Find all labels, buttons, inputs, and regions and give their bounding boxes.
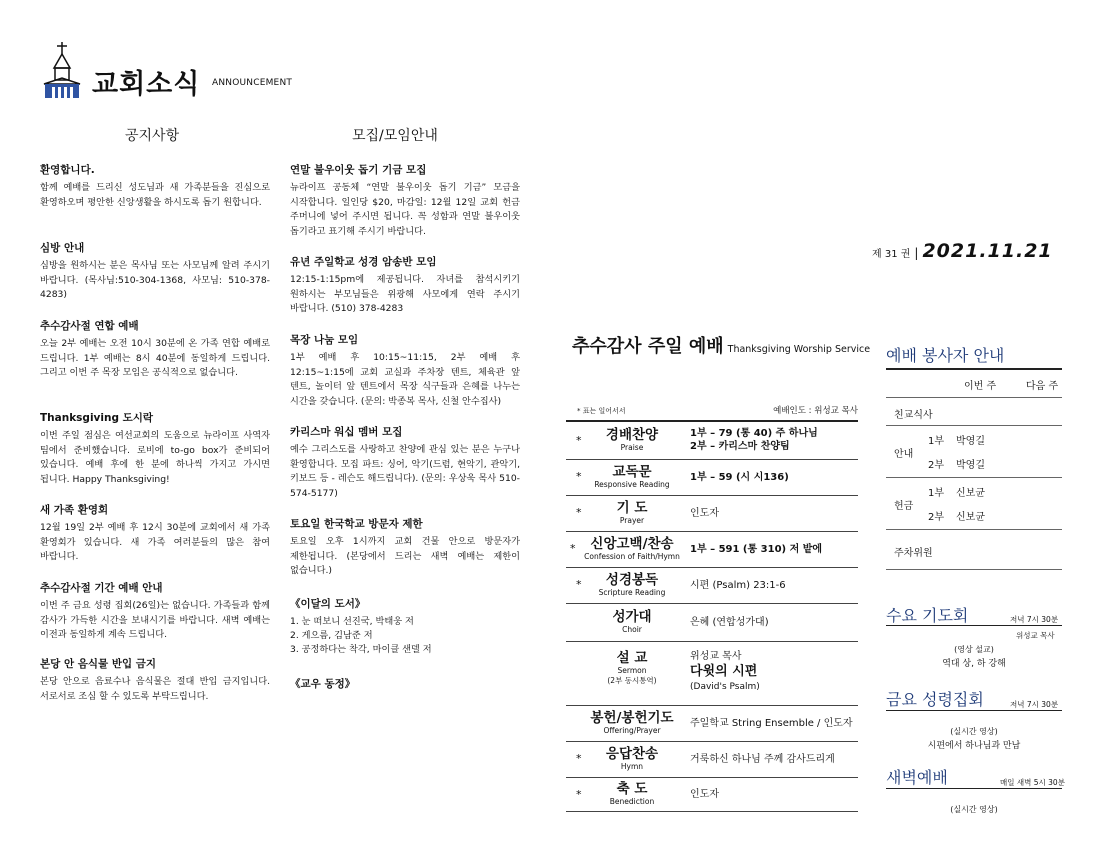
notice-block — [40, 580, 270, 643]
divider — [886, 625, 1062, 626]
wednesday-prayer-leader: 위성교 목사 — [1016, 631, 1055, 640]
notice-body: 이번 주 금요 성령 집회(26일)는 없습니다. 가족들과 함께 감사가 가득한 시간을 보내시기를 바랍니다. 새벽 예배는 이전과 동일하게 계속 드립니다. — [40, 600, 270, 640]
issue-date: 2021.11.21 — [922, 240, 1053, 262]
notice-title: 추수감사절 기간 예배 안내 — [40, 582, 163, 594]
notice-title: 새 가족 환영회 — [40, 504, 109, 516]
order-content-line: 주일학교 String Ensemble / 인도자 — [690, 718, 853, 729]
notice-block — [40, 656, 270, 704]
standing-note: * 표는 일어서서 — [577, 407, 626, 415]
notice-body: 1부 예배 후 10:15~11:15, 2부 예배 후 12:15~1:15에 교회 교실과 주차장 텐트, 체육관 앞 텐트, 놀이터 앞 텐트에서 목장 식구들과 은혜를 나누는 시간을 갖습니다. (문의: 박종복 목사, 신철 안수집사) — [290, 352, 520, 407]
volunteer-row — [886, 426, 1062, 478]
page-subtitle: ANNOUNCEMENT — [212, 78, 293, 88]
volunteer-category: 친교식사 — [894, 410, 933, 421]
notice-title: 심방 안내 — [40, 242, 85, 254]
order-content — [690, 579, 786, 592]
order-name-ko: 기 도 — [616, 500, 648, 516]
order-row — [566, 532, 858, 568]
volunteer-service: 2부 — [928, 512, 945, 523]
order-name — [578, 710, 686, 736]
divider — [886, 710, 1062, 711]
volunteer-name: 신보균 — [956, 512, 985, 523]
order-name — [578, 609, 686, 635]
order-content — [690, 788, 719, 801]
volunteer-row — [886, 398, 1062, 426]
order-row — [566, 778, 858, 812]
order-content-line: 인도자 — [690, 789, 719, 800]
divider — [886, 788, 1062, 789]
book-list-block — [290, 596, 520, 657]
notice-block — [290, 254, 520, 317]
wednesday-prayer-text: 역대 상, 하 강해 — [942, 659, 1006, 669]
order-name — [578, 572, 686, 598]
order-name-sub: (2부 동시통역) — [607, 676, 657, 685]
notice-block — [40, 162, 270, 210]
order-name-ko: 신앙고백/찬송 — [590, 536, 674, 552]
standing-mark: * — [576, 470, 582, 483]
volunteers-table — [886, 368, 1062, 570]
order-content — [690, 543, 822, 556]
order-content-line: 위성교 목사 — [690, 651, 742, 662]
notice-title: Thanksgiving 도시락 — [40, 412, 154, 424]
book-item: 3. 공정하다는 착각, 마이클 샌델 저 — [290, 644, 432, 655]
order-name — [578, 500, 686, 526]
notice-block — [40, 410, 270, 487]
standing-mark: * — [576, 506, 582, 519]
dawn-service-time: 매일 새벽 5시 30분 — [1000, 778, 1065, 787]
standing-mark: * — [576, 578, 582, 591]
notice-body: 이번 주일 점심은 여선교회의 도움으로 뉴라이프 사역자 팀에서 준비했습니다. 로비에 to-go box가 준비되어 있습니다. 예배 후에 한 분에 하나씩 가지고 가시면 됩니다. Happy Thanksgiving! — [40, 430, 270, 485]
worship-order-table — [566, 420, 858, 812]
volunteer-row — [886, 478, 1062, 530]
order-content-line: 1부 – 591 (통 310) 저 밭에 — [690, 544, 823, 555]
order-content — [690, 471, 789, 484]
notice-block — [40, 318, 270, 381]
book-list — [290, 615, 520, 657]
wednesday-prayer-note: (영상 설교) — [954, 645, 994, 654]
order-row — [566, 496, 858, 532]
issue-volume: 제 31 권 — [872, 249, 911, 260]
order-row — [566, 422, 858, 460]
notice-title: 연말 불우이웃 돕기 기금 모집 — [290, 164, 427, 176]
notice-body: 12:15-1:15pm에 제공됩니다. 자녀를 참석시키기 원하시는 부모님들은 위광해 사모에게 연락 주시기 바랍니다. (510) 378-4283 — [290, 274, 520, 314]
order-name — [578, 650, 686, 686]
order-content-line: 1부 – 79 (통 40) 주 하나님 — [690, 428, 818, 439]
sermon-title-en: (David's Psalm) — [690, 682, 760, 692]
volunteer-row — [886, 530, 1062, 570]
order-name-en: Praise — [620, 443, 644, 452]
order-row — [566, 460, 858, 496]
order-name-en: Sermon — [617, 666, 647, 675]
notice-title: 추수감사절 연합 예배 — [40, 320, 139, 332]
sermon-title: 다윗의 시편 — [690, 664, 758, 679]
worship-title — [572, 332, 870, 358]
order-name-ko: 성가대 — [612, 609, 652, 625]
volunteer-category: 헌금 — [894, 501, 914, 512]
order-content-line: 1부 – 59 (시 시136) — [690, 472, 789, 483]
volunteer-service: 1부 — [928, 488, 945, 499]
volunteers-title: 예배 봉사자 안내 — [886, 346, 1005, 365]
friday-meeting-time: 저녁 7시 30분 — [1010, 700, 1059, 709]
book-item: 2. 게으름, 김남준 저 — [290, 630, 373, 641]
education-title: 《교우 동정》 — [290, 678, 356, 690]
order-name-ko: 성경봉독 — [605, 572, 659, 588]
notice-title: 토요일 한국학교 방문자 제한 — [290, 518, 423, 530]
next-week-header: 다음 주 — [1026, 381, 1059, 392]
book-list-title: 《이달의 도서》 — [290, 598, 366, 610]
order-content-line: 인도자 — [690, 508, 719, 519]
order-name-ko: 설 교 — [616, 650, 648, 666]
order-name-en: Responsive Reading — [594, 480, 670, 489]
volunteer-name: 박영길 — [956, 460, 985, 471]
order-name-en: Benediction — [609, 797, 655, 806]
order-content-line: 은혜 (연합성가대) — [690, 617, 769, 628]
notice-title: 카리스마 워십 멤버 모집 — [290, 426, 403, 438]
standing-mark: * — [576, 788, 582, 801]
order-content — [690, 427, 818, 453]
notice-body: 심방을 원하시는 분은 목사님 또는 사모님께 알려 주시기 바랍니다. (목사님:510-304-1368, 사모님: 510-378-4283) — [40, 260, 270, 300]
order-row — [566, 742, 858, 778]
volunteers-header-row — [886, 370, 1062, 398]
notice-body: 12월 19일 2부 예배 후 12시 30분에 교회에서 새 가족 환영회가 있습니다. 새 가족 여러분들의 많은 참여 바랍니다. — [40, 522, 270, 562]
wednesday-prayer-title: 수요 기도회 — [886, 606, 969, 625]
order-content — [690, 616, 769, 629]
order-name-ko: 교독문 — [612, 464, 652, 480]
volunteer-category: 주차위원 — [894, 548, 933, 559]
notice-body: 예수 그리스도를 사랑하고 찬양에 관심 있는 분은 누구나 환영합니다. 모집 파트: 싱어, 악기(드럼, 현악기, 관악기, 키보드 등 - 레슨도 해드립니다). (문의: 우상욱 목사 510-574-5177) — [290, 444, 520, 499]
volunteer-category: 안내 — [894, 449, 914, 460]
order-row — [566, 568, 858, 604]
notices-heading: 공지사항 — [125, 128, 180, 144]
notice-body: 오늘 2부 예배는 오전 10시 30분에 온 가족 연합 예배로 드립니다. 1부 예배는 8시 40분에 동일하게 드립니다. 그리고 이번 주 목장 모임은 공식적으로 없습니다. — [40, 338, 270, 378]
order-name-ko: 축 도 — [616, 781, 648, 797]
order-row — [566, 642, 858, 706]
order-name-ko: 경배찬양 — [605, 427, 659, 443]
book-item: 1. 눈 떠보니 선진국, 박태웅 저 — [290, 616, 414, 627]
order-name-en: Offering/Prayer — [603, 726, 661, 735]
notice-title: 본당 안 음식물 반입 금지 — [40, 658, 157, 670]
notice-title: 유년 주일학교 성경 암송반 모임 — [290, 256, 437, 268]
friday-meeting-note: (실시간 영상) — [950, 727, 998, 736]
order-content-line: 2부 – 카리스마 찬양팀 — [690, 441, 790, 452]
friday-meeting-text: 시편에서 하나님과 만남 — [927, 741, 1021, 751]
order-row — [566, 604, 858, 642]
volunteer-service: 2부 — [928, 460, 945, 471]
order-name — [578, 746, 686, 772]
standing-mark: * — [576, 752, 582, 765]
dawn-service-title: 새벽예배 — [886, 768, 948, 787]
standing-mark: * — [576, 434, 582, 447]
order-name-en: Choir — [622, 625, 642, 634]
issue-separator: | — [914, 246, 919, 260]
notice-title: 목장 나눔 모임 — [290, 334, 359, 346]
notice-block — [40, 240, 270, 303]
order-name — [578, 464, 686, 490]
notice-block — [40, 502, 270, 565]
order-name — [578, 427, 686, 453]
notice-block — [290, 332, 520, 409]
order-row — [566, 706, 858, 742]
order-name-en: Prayer — [619, 516, 645, 525]
standing-mark: * — [570, 542, 576, 555]
dawn-service-note: (실시간 영상) — [950, 805, 998, 814]
order-content-line: 거룩하신 하나님 주께 감사드리게 — [690, 754, 835, 765]
issue-label — [872, 240, 1053, 262]
notice-body: 함께 예배를 드리신 성도님과 새 가족분들을 진심으로 환영하오며 평안한 신앙생활을 하시도록 돕기 원합니다. — [40, 182, 270, 208]
order-content-line: 시편 (Psalm) 23:1-6 — [690, 580, 786, 591]
volunteer-name: 박영길 — [956, 436, 985, 447]
notice-body: 토요일 오후 1시까지 교회 건물 안으로 방문자가 제한됩니다. (본당에서 드리는 새벽 예배는 제한이 없습니다.) — [290, 536, 520, 576]
order-name-ko: 봉헌/봉헌기도 — [590, 710, 674, 726]
order-content — [690, 507, 719, 520]
this-week-header: 이번 주 — [964, 381, 997, 392]
worship-title-en: Thanksgiving Worship Service — [727, 344, 871, 355]
order-name-ko: 응답찬송 — [605, 746, 659, 762]
order-content — [690, 650, 760, 694]
order-name-en: Scripture Reading — [598, 588, 666, 597]
friday-meeting-title: 금요 성령집회 — [886, 690, 984, 709]
meetings-heading: 모집/모임안내 — [352, 128, 438, 144]
order-name — [578, 536, 686, 562]
order-content — [690, 753, 835, 766]
notice-block — [290, 424, 520, 501]
wednesday-prayer-time: 저녁 7시 30분 — [1010, 615, 1059, 624]
notice-body: 뉴라이프 공동체 “연말 불우이웃 돕기 기금” 모금을 시작합니다. 일인당 $20, 마감일: 12월 12일 교회 헌금 주머니에 넣어 주시면 됩니다. 꼭 성함과 연말 불우이웃 돕기라고 표기해 주시기 바랍니다. — [290, 182, 520, 237]
notice-title: 환영합니다. — [40, 164, 95, 176]
worship-title-ko: 추수감사 주일 예배 — [572, 336, 724, 357]
worship-leader: 예배인도 : 위성교 목사 — [773, 406, 858, 416]
notice-body: 본당 안으로 음료수나 음식물은 절대 반입 금지입니다. 서로서로 조심 할 수 있도록 부탁드립니다. — [40, 676, 270, 702]
order-name-en: Hymn — [620, 762, 644, 771]
volunteer-name: 신보균 — [956, 488, 985, 499]
education-block — [290, 676, 520, 695]
worship-meta — [572, 404, 860, 416]
notice-block — [290, 516, 520, 579]
church-icon — [40, 40, 84, 100]
page-title: 교회소식 — [92, 69, 201, 100]
notice-block — [290, 162, 520, 239]
order-name-en: Confession of Faith/Hymn — [584, 552, 680, 561]
volunteer-service: 1부 — [928, 436, 945, 447]
order-content — [690, 717, 853, 730]
order-name — [578, 781, 686, 807]
